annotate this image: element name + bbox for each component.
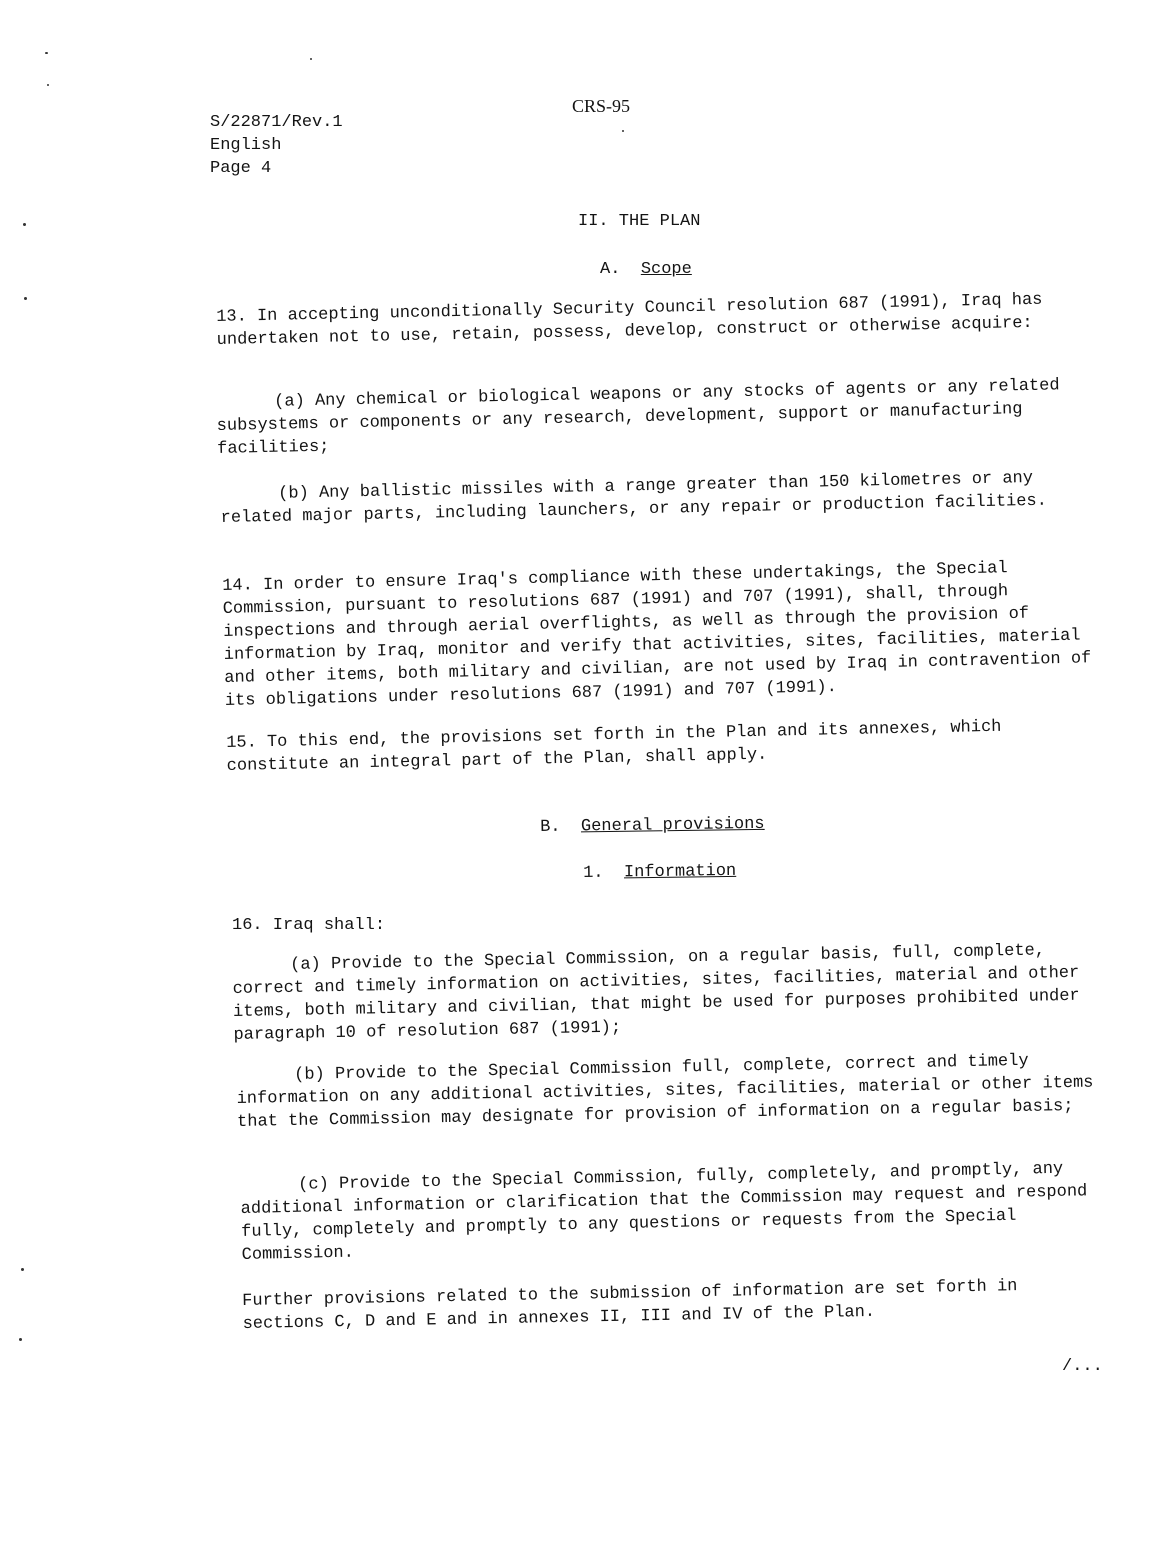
scan-speck	[24, 297, 27, 300]
paragraph-16c: (c) Provide to the Special Commission, fully, completely, and promptly, any additional information or clarification that the Commission may request and respond fully, completely and promptly to any questions or requests from the Special Commission.	[240, 1159, 1088, 1265]
paragraph-15: 15. To this end, the provisions set forth in the Plan and its annexes, which constitute an integral part of the Plan, shall apply.	[226, 717, 1002, 776]
paragraph-13b: (b) Any ballistic missiles with a range greater than 150 kilometres or any related major parts, including launchers, or any repair or production facilities.	[220, 468, 1048, 528]
section-a-heading	[600, 258, 692, 281]
paragraph-16b: (b) Provide to the Special Commission full, complete, correct and timely information on any additional activities, sites, facilities, material or other items that the Commission may designate for provision of information on a regular basis;	[236, 1051, 1094, 1132]
document-language: English	[210, 136, 282, 155]
subsection-1-heading	[583, 860, 736, 885]
scan-speck	[45, 52, 48, 54]
continuation-mark: /...	[1062, 1357, 1103, 1376]
subsection-1-number: 1.	[583, 863, 604, 883]
paragraph-13a: (a) Any chemical or biological weapons or any stocks of agents or any related subsystems or components or any research, development, support or manufacturing facilities;	[216, 376, 1060, 459]
section-a-letter: A.	[600, 260, 621, 279]
scan-speck	[21, 1268, 24, 1271]
paragraph-13: 13. In accepting unconditionally Security Council resolution 687 (1991), Iraq has undertaken not to use, retain, possess, develop, construct or otherwise acquire:	[216, 290, 1043, 350]
top-code: CRS-95	[572, 96, 631, 116]
document-header	[210, 111, 343, 180]
section-b-title: General provisions	[580, 814, 765, 837]
scan-speck	[622, 130, 624, 132]
section-b-heading	[540, 813, 765, 839]
document-symbol: S/22871/Rev.1	[210, 113, 343, 132]
section-a-title: Scope	[640, 260, 692, 279]
scan-speck	[23, 223, 26, 226]
page-number: Page 4	[210, 159, 272, 178]
subsection-1-title: Information	[623, 861, 737, 883]
paragraph-16a: (a) Provide to the Special Commission, on a regular basis, full, complete, correct and timely information on activities, sites, facilities, material and other items, both military and civilian, that might be used for purposes prohibited under paragraph 10 of resolution 687 (1991);	[232, 941, 1080, 1045]
section-b-letter: B.	[540, 817, 561, 837]
part-heading: II. THE PLAN	[578, 212, 701, 231]
paragraph-14: 14. In order to ensure Iraq's compliance with these undertakings, the Special Commission, pursuant to resolutions 687 (1991) and 707 (1991), shall, through inspections and through aerial overflights, as well as through the provision of information by Iraq, monitor and verify that activities, sites, facilities, material and other items, both military and civilian, are not used by Iraq in contravention of its obligations under resolutions 687 (1991) and 707 (1991).	[222, 559, 1092, 711]
scan-speck	[19, 1338, 22, 1341]
further-provisions: Further provisions related to the submission of information are set forth in sections C, D and E and in annexes II, III and IV of the Plan.	[242, 1277, 1018, 1334]
scan-speck	[47, 84, 49, 86]
scan-speck	[310, 58, 312, 60]
paragraph-16: 16. Iraq shall:	[232, 916, 386, 935]
